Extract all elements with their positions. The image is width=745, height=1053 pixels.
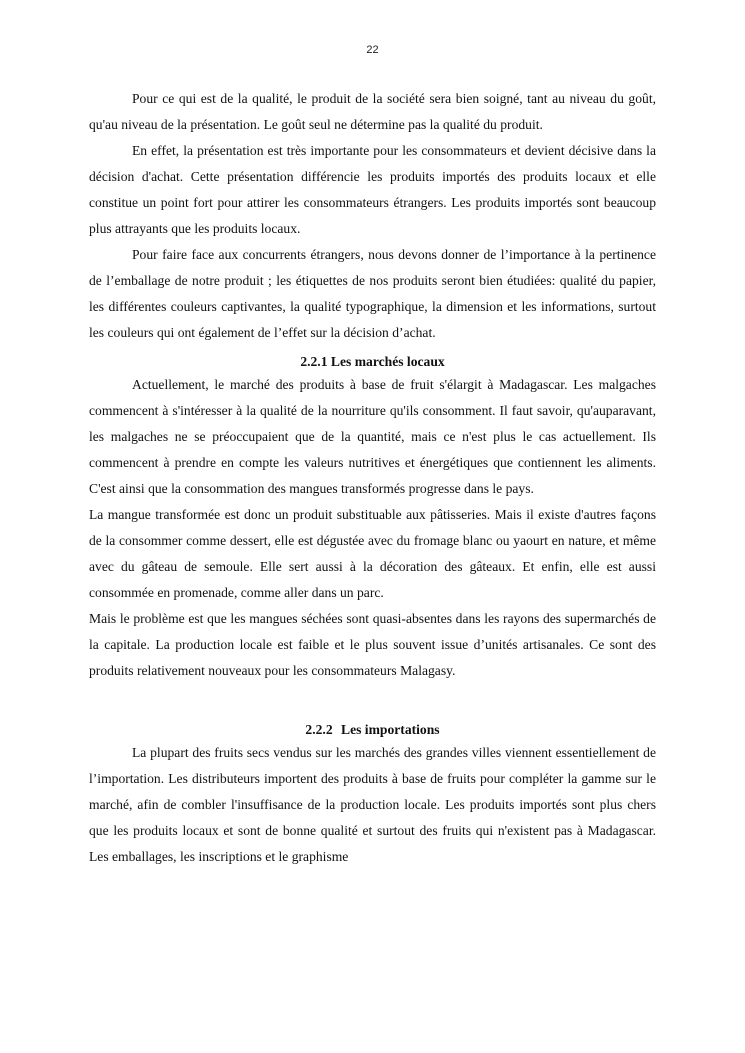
document-body xyxy=(89,86,656,870)
paragraph: En effet, la présentation est très importante pour les consommateurs et devient décisive dans la décision d'achat. Cette présentation différencie les produits importés des produits locaux et elle constitue un point fort pour attirer les consommateurs étrangers. Les produits importés sont beaucoup plus attrayants que les produits locaux. xyxy=(89,143,656,236)
paragraph: Mais le problème est que les mangues séchées sont quasi-absentes dans les rayons des supermarchés de la capitale. La production locale est faible et le plus souvent issue d’unités artisanales. Ce sont des produits relativement nouveaux pour les consommateurs Malagasy. xyxy=(89,611,656,678)
section-number: 2.2.2 xyxy=(305,722,333,737)
paragraph: Pour ce qui est de la qualité, le produit de la société sera bien soigné, tant au niveau du goût, qu'au niveau de la présentation. Le goût seul ne détermine pas la qualité du produit. xyxy=(89,91,656,132)
section-number: 2.2.1 xyxy=(300,354,328,369)
paragraph: Actuellement, le marché des produits à base de fruit s'élargit à Madagascar. Les malgaches commencent à s'intéresser à la qualité de la nourriture qu'ils consomment. Il faut savoir, qu'auparavant, les malgaches ne se préoccupaient que de la quantité, mais ce n'est plus le cas actuellement. Ils commencent à prendre en compte les valeurs nutritives et énergétiques que contiennent les aliments. C'est ainsi que la consommation des mangues transformés progresse dans le pays. xyxy=(89,377,656,496)
section-title: Les marchés locaux xyxy=(330,354,445,369)
page-number: 22 xyxy=(366,44,379,56)
paragraph: La mangue transformée est donc un produit substituable aux pâtisseries. Mais il existe d'autres façons de la consommer comme dessert, elle est dégustée avec du fromage blanc ou yaourt en nature, et même avec du gâteau de semoule. Elle sert aussi à la décoration des gâteaux. Et enfin, elle est aussi consommée en promenade, comme aller dans un parc. xyxy=(89,507,656,600)
paragraph: Pour faire face aux concurrents étrangers, nous devons donner de l’importance à la pertinence de l’emballage de notre produit ; les étiquettes de nos produits seront bien étudiées: qualité du papier, les différentes couleurs captivantes, la qualité typographique, la dimension et les informations, surtout les couleurs qui ont également de l’effet sur la décision d’achat. xyxy=(89,247,656,340)
section-heading-imports xyxy=(89,720,656,740)
section-heading-local-markets xyxy=(89,352,656,372)
paragraph: La plupart des fruits secs vendus sur les marchés des grandes villes viennent essentiellement de l’importation. Les distributeurs importent des produits à base de fruits pour compléter la gamme sur le marché, afin de combler l'insuffisance de la production locale. Les produits importés sont plus chers que les produits locaux et sont de bonne qualité et surtout des fruits qui n'existent pas à Madagascar. Les emballages, les inscriptions et le graphisme xyxy=(89,745,656,864)
section-title: Les importations xyxy=(341,722,440,737)
